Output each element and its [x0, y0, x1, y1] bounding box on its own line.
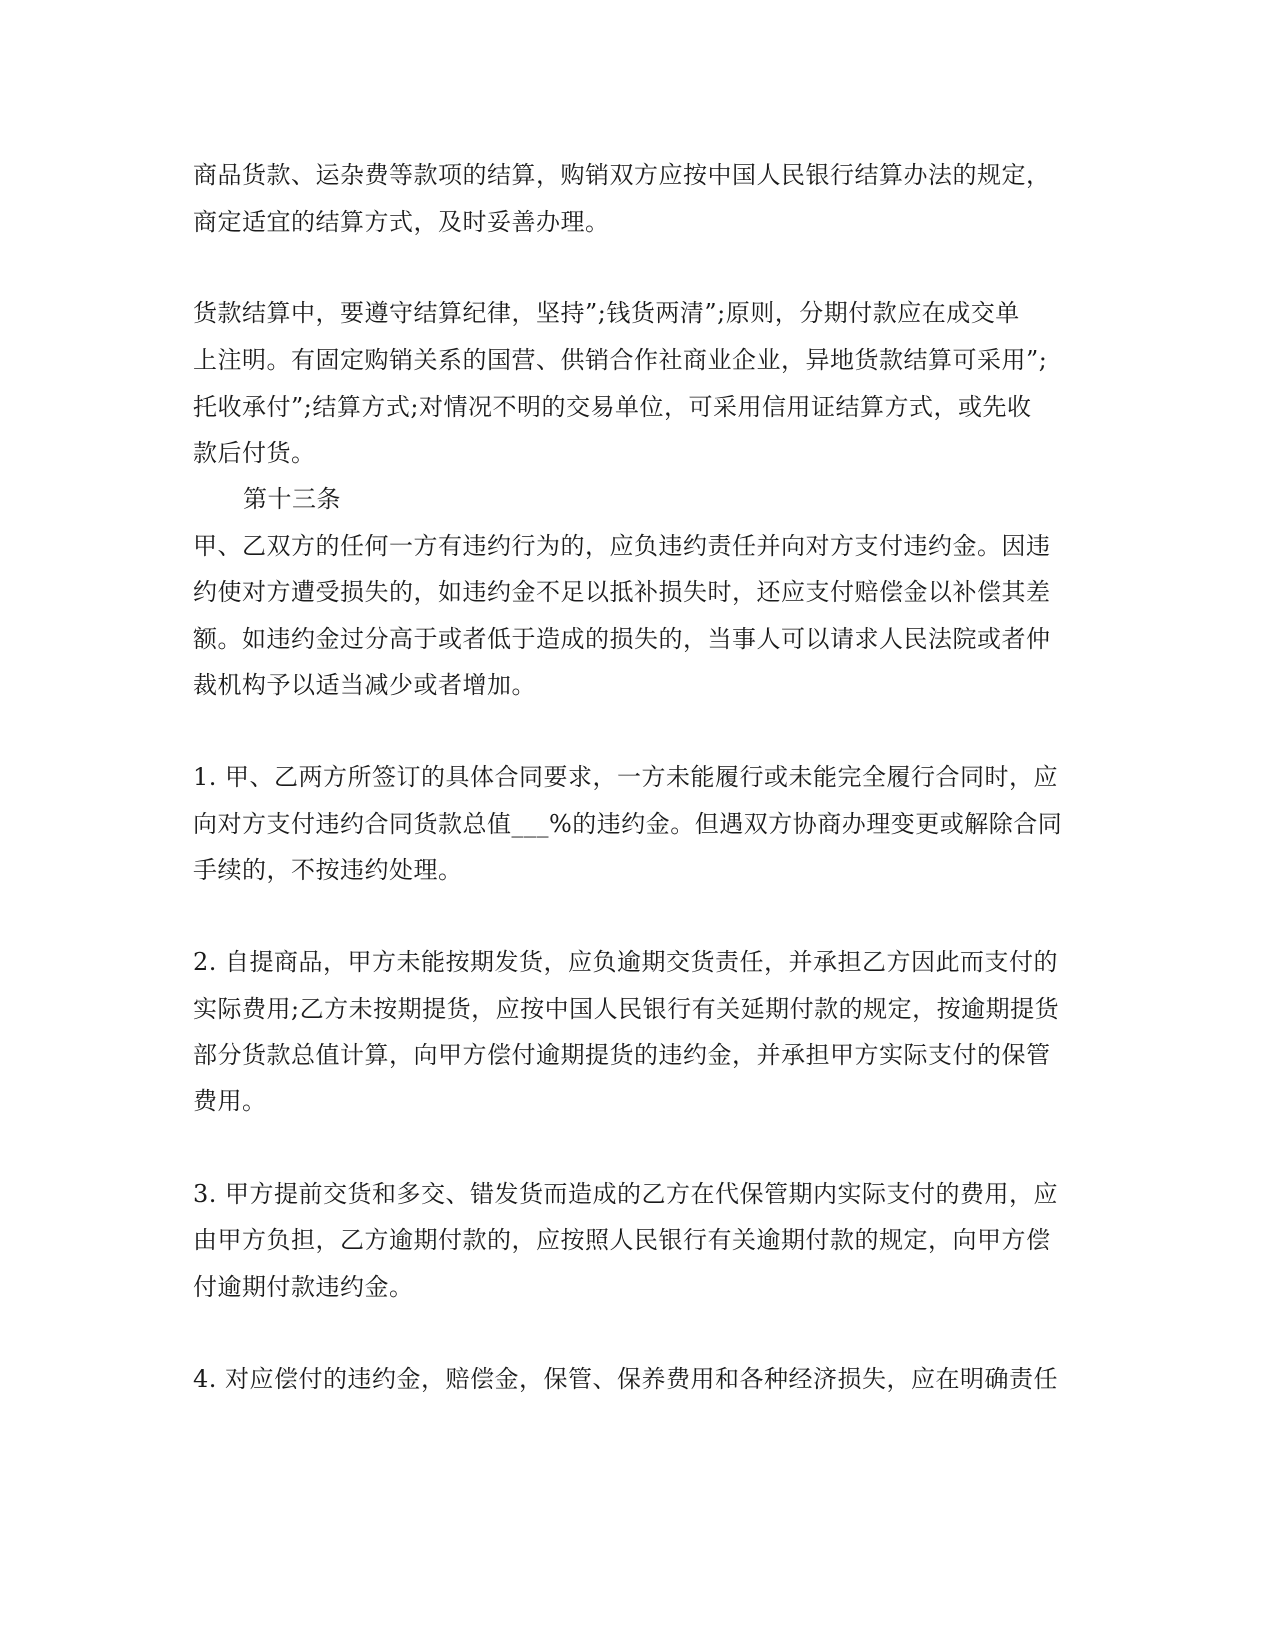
text-line: 费用。 [193, 1087, 267, 1115]
text-line: 托收承付”;结算方式;对情况不明的交易单位，可采用信用证结算方式，或先收 [193, 393, 1032, 421]
text-line: 实际费用;乙方未按期提货，应按中国人民银行有关延期付款的规定，按逾期提货 [193, 995, 1060, 1023]
text-line: 货款结算中，要遵守结算纪律，坚持”;钱货两清”;原则，分期付款应在成交单 [193, 299, 1020, 327]
text-line: 付逾期付款违约金。 [193, 1273, 414, 1301]
text-line: 手续的，不按违约处理。 [193, 856, 463, 884]
text-line: 3. 甲方提前交货和多交、错发货而造成的乙方在代保管期内实际支付的费用，应 [193, 1180, 1059, 1208]
text-line: 上注明。有固定购销关系的国营、供销合作社商业企业，异地货款结算可采用”; [193, 346, 1048, 374]
text-line: 甲、乙双方的任何一方有违约行为的，应负违约责任并向对方支付违约金。因违 [193, 532, 1051, 560]
text-line: 额。如违约金过分高于或者低于造成的损失的，当事人可以请求人民法院或者仲 [193, 625, 1051, 653]
text-line: 部分货款总值计算，向甲方偿付逾期提货的违约金，并承担甲方实际支付的保管 [193, 1041, 1051, 1069]
text-line: 1. 甲、乙两方所签订的具体合同要求，一方未能履行或未能完全履行合同时，应 [193, 763, 1059, 791]
article-heading: 第十三条 [243, 485, 341, 513]
text-line: 由甲方负担，乙方逾期付款的，应按照人民银行有关逾期付款的规定，向甲方偿 [193, 1226, 1051, 1254]
text-line: 2. 自提商品，甲方未能按期发货，应负逾期交货责任，并承担乙方因此而支付的 [193, 948, 1059, 976]
text-line: 商品货款、运杂费等款项的结算，购销双方应按中国人民银行结算办法的规定， [193, 161, 1051, 189]
text-line: 4. 对应偿付的违约金，赔偿金，保管、保养费用和各种经济损失，应在明确责任 [193, 1365, 1059, 1393]
text-line: 款后付货。 [193, 439, 316, 467]
text-line: 商定适宜的结算方式，及时妥善办理。 [193, 208, 610, 236]
text-line: 裁机构予以适当减少或者增加。 [193, 671, 536, 699]
text-line: 向对方支付违约合同货款总值___%的违约金。但遇双方协商办理变更或解除合同 [193, 810, 1063, 838]
text-line: 约使对方遭受损失的，如违约金不足以抵补损失时，还应支付赔偿金以补偿其差 [193, 578, 1051, 606]
